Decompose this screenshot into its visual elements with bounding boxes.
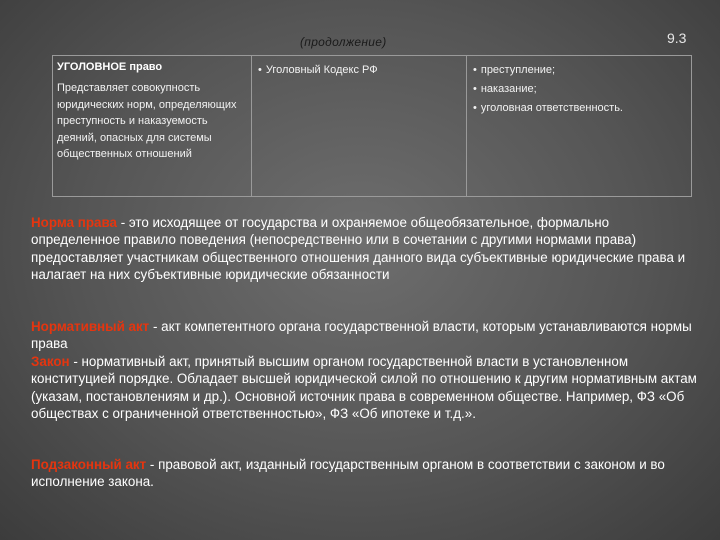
list-item: • наказание; — [473, 80, 623, 99]
institutions-list — [473, 61, 623, 118]
list-item: • преступление; — [473, 61, 623, 80]
definition-text: - правовой акт, изданный государственным органом в соответствии с законом и во исполнение закона. — [31, 457, 665, 490]
criminal-law-table — [52, 55, 692, 197]
paragraph-norm-of-law — [31, 214, 699, 284]
list-item: • Уголовный Кодекс РФ — [258, 61, 378, 80]
definition-text: - это исходящее от государства и охраняемое общеобязательное, формально определенное правило поведения (непосредственно или в сочетании с другими нормами права) предоставляет участникам общественного отношения данного вида субъективные юридические права и налагает на них субъективные юридические обязанности — [31, 215, 686, 283]
slide-subtitle: (продолжение) — [300, 35, 387, 49]
paragraph-law — [31, 353, 699, 423]
term-norm-of-law: Норма права — [31, 215, 117, 230]
term-normative-act: Нормативный акт — [31, 319, 150, 334]
slide-number: 9.3 — [667, 30, 687, 46]
term-law: Закон — [31, 354, 70, 369]
sources-list — [258, 61, 378, 80]
table-column-definition — [53, 56, 251, 196]
term-bylaw: Подзаконный акт — [31, 457, 147, 472]
list-item: • уголовная ответственность. — [473, 99, 623, 118]
branch-title: УГОЛОВНОЕ право — [57, 61, 163, 73]
paragraph-bylaw — [31, 456, 699, 491]
table-column-sources — [251, 56, 466, 196]
definition-text: - нормативный акт, принятый высшим органом государственной власти в установленном конституцией порядке. Обладает высшей юридической силой по отношению к другим нормативным актам (указам, постановлениям и др.). Основной источник права в современном обществе. Например, ФЗ «Об обществах с ограниченной ответственностью», ФЗ «Об ипотеке и т.д.». — [31, 354, 697, 422]
paragraph-normative-act — [31, 318, 699, 353]
definition-text: - акт компетентного органа государственной власти, которым устанавливаются нормы права — [31, 319, 692, 352]
branch-description: Представляет совокупность юридических норм, определяющих преступность и наказуемость деяний, опасных для системы общественных отношений — [57, 82, 237, 160]
table-column-institutions — [466, 56, 691, 196]
